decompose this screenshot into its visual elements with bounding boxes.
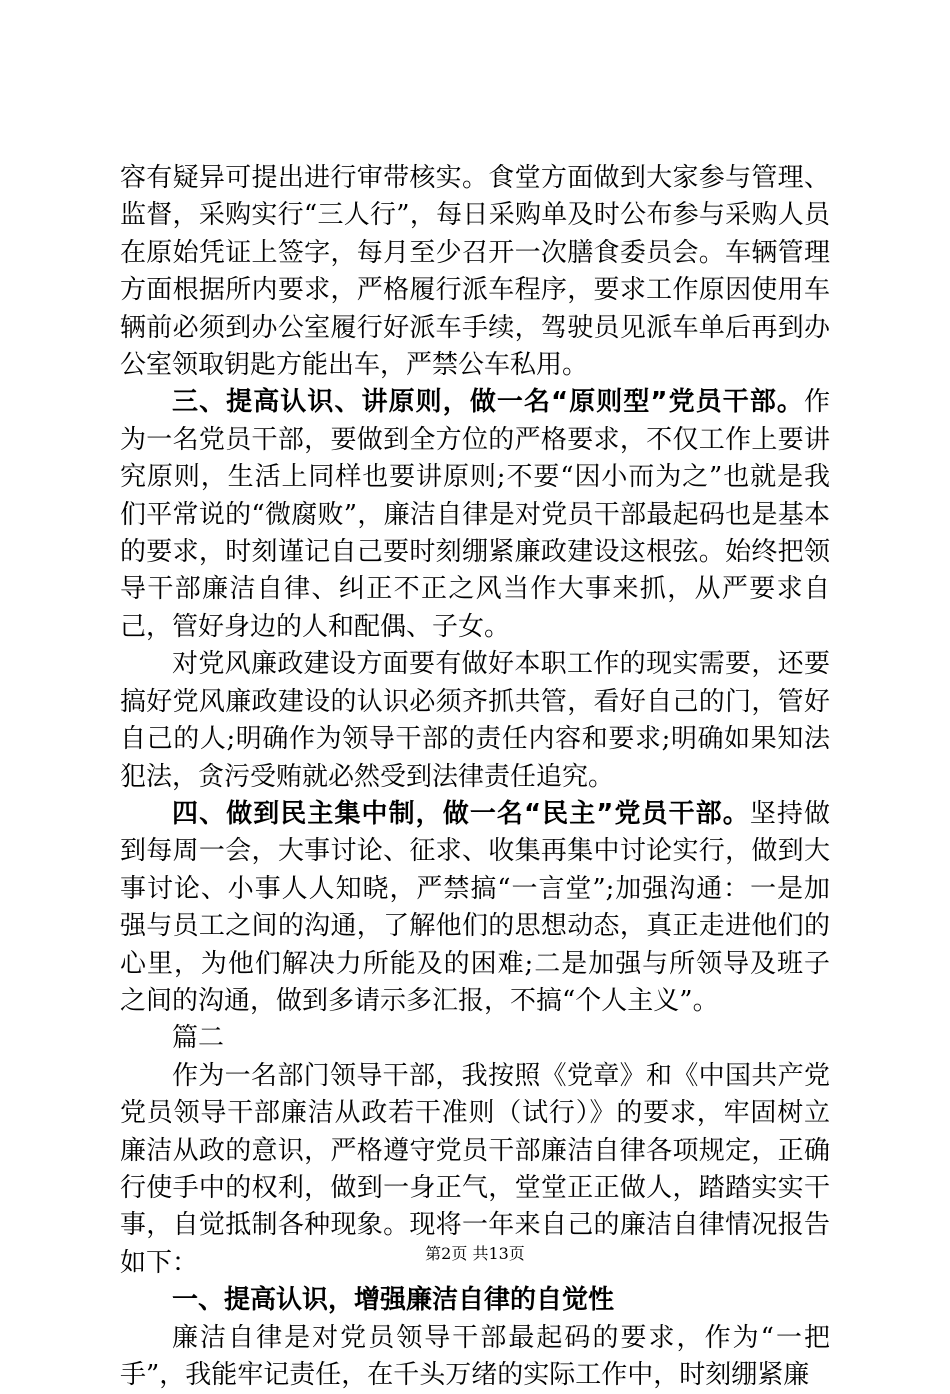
page-number: 第2页 共13页 xyxy=(425,1244,525,1263)
section-3-lead: 三、提高认识、讲原则，做一名“原则型”党员干部。 xyxy=(172,387,804,418)
part-two-text: 篇二 xyxy=(172,1023,225,1054)
document-body xyxy=(120,160,830,1394)
paragraph-2 xyxy=(120,384,830,646)
part-two-label xyxy=(120,1020,830,1057)
page-footer xyxy=(0,1244,950,1264)
paragraph-4-text: 坚持做到每周一会，大事讨论、征求、收集再集中讨论实行，做到大事讨论、小事人人知晓，严禁搞“一言堂”;加强沟通：一是加强与员工之间的沟通，了解他们的思想动态，真正走进他们的心里，为他们解决力所能及的困难;二是加强与所领导及班子之间的沟通，做到多请示多汇报，不搞“个人主义”。 xyxy=(120,798,830,1016)
paragraph-1 xyxy=(120,160,830,384)
paragraph-6-text: 廉洁自律是对党员领导干部最起码的要求，作为“一把手”，我能牢记责任，在千头万绪的实际工作中，时刻绷紧廉 xyxy=(120,1322,830,1390)
paragraph-1-text: 容有疑异可提出进行审带核实。食堂方面做到大家参与管理、监督，采购实行“三人行”，每日采购单及时公布参与采购人员在原始凭证上签字，每月至少召开一次膳食委员会。车辆管理方面根据所内要求，严格履行派车程序，要求工作原因使用车辆前必须到办公室履行好派车手续，驾驶员见派车单后再到办公室领取钥匙方能出车，严禁公车私用。 xyxy=(120,163,830,381)
paragraph-6 xyxy=(120,1320,830,1394)
section-heading-1: 一、提高认识，增强廉洁自律的自觉性 xyxy=(172,1285,615,1316)
paragraph-3-text: 对党风廉政建设方面要有做好本职工作的现实需要，还要搞好党风廉政建设的认识必须齐抓共管，看好自己的门，管好自己的人;明确作为领导干部的责任内容和要求;明确如果知法犯法，贪污受贿就必然受到法律责任追究。 xyxy=(120,649,830,792)
paragraph-2-text: 作为一名党员干部，要做到全方位的严格要求，不仅工作上要讲究原则，生活上同样也要讲原则;不要“因小而为之”也就是我们平常说的“微腐败”，廉洁自律是对党员干部最起码也是基本的要求，时刻谨记自己要时刻绷紧廉政建设这根弦。始终把领导干部廉洁自律、纠正不正之风当作大事来抓，从严要求自己，管好身边的人和配偶、子女。 xyxy=(120,387,830,642)
paragraph-3 xyxy=(120,646,830,796)
section-4-lead: 四、做到民主集中制，做一名“民主”党员干部。 xyxy=(172,798,750,829)
paragraph-5-text: 作为一名部门领导干部，我按照《党章》和《中国共产党党员领导干部廉洁从政若干准则（试行）》的要求，牢固树立廉洁从政的意识，严格遵守党员干部廉洁自律各项规定，正确行使手中的权利，做到一身正气，堂堂正正做人，踏踏实实干事，自觉抵制各种现象。现将一年来自己的廉洁自律情况报告如下： xyxy=(120,1060,830,1278)
paragraph-4 xyxy=(120,796,830,1020)
